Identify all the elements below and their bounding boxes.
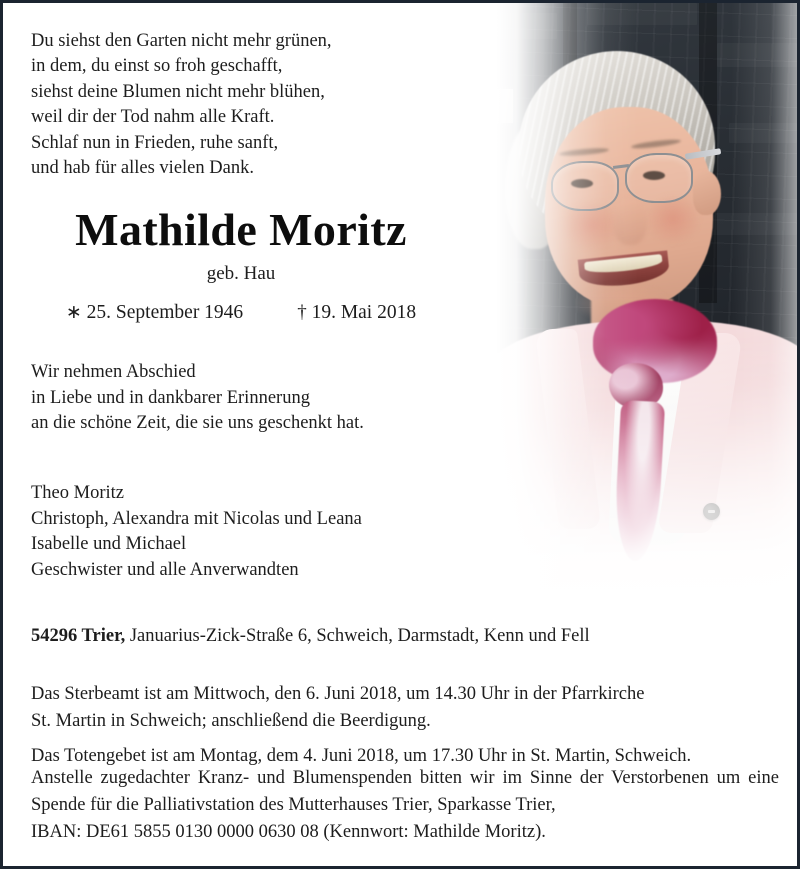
donation-text: Anstelle zugedachter Kranz- und Blumenspenden bitten wir im Sinne der Verstorbenen um eine Spende für die Palliativstation des Mutterhauses Trier, Sparkasse Trier, [31, 768, 779, 815]
family-line: Theo Moritz [31, 483, 124, 503]
photo-fade-left [467, 3, 797, 603]
service-line: Das Sterbeamt ist am Mittwoch, den 6. Juni 2018, um 14.30 Uhr in der Pfarrkirche [31, 684, 645, 704]
donation-request [31, 765, 779, 846]
memorial-poem [31, 29, 451, 181]
family-line: Isabelle und Michael [31, 534, 187, 555]
portrait-photo [467, 3, 797, 603]
family-line: Geschwister und alle Anverwandten [31, 559, 299, 580]
address-line [31, 623, 775, 649]
address-city: 54296 Trier, [31, 626, 126, 646]
name-block [31, 203, 451, 326]
farewell-line: an die schöne Zeit, die sie uns geschenkt hat. [31, 413, 364, 434]
address-detail: Januarius-Zick-Straße 6, Schweich, Darmstadt, Kenn und Fell [129, 626, 590, 646]
service-line: St. Martin in Schweich; anschließend die Beerdigung. [31, 711, 431, 731]
life-dates [31, 300, 451, 326]
poem-line: siehst deine Blumen nicht mehr blühen, [31, 81, 325, 102]
poem-line: Schlaf nun in Frieden, ruhe sanft, [31, 132, 279, 153]
farewell-line: Wir nehmen Abschied [31, 362, 196, 382]
farewell-message [31, 360, 471, 437]
poem-line: in dem, du einst so froh geschafft, [31, 56, 283, 77]
service-details [31, 681, 777, 770]
maiden-name: geb. Hau [206, 263, 276, 284]
birth-date: 25. September 1946 [86, 302, 244, 323]
family-line: Christoph, Alexandra mit Nicolas und Leana [31, 508, 362, 529]
birth-star-icon: ∗ [65, 302, 82, 323]
birth-date-item [66, 300, 243, 326]
death-date-item [297, 300, 416, 326]
farewell-line: in Liebe und in dankbarer Erinnerung [31, 387, 310, 408]
death-date: 19. Mai 2018 [311, 302, 417, 323]
photo-canvas [467, 3, 797, 603]
service-line: Das Totengebet ist am Montag, dem 4. Juni 2018, um 17.30 Uhr in St. Martin, Schweich. [31, 746, 692, 766]
poem-line: weil dir der Tod nahm alle Kraft. [31, 107, 275, 128]
bereaved-family-list [31, 481, 471, 583]
death-cross-icon: † [297, 302, 307, 323]
poem-line: und hab für alles vielen Dank. [31, 158, 254, 179]
poem-line: Du siehst den Garten nicht mehr grünen, [31, 31, 332, 51]
donation-iban: IBAN: DE61 5855 0130 0000 0630 08 (Kennwort: Mathilde Moritz). [31, 822, 546, 842]
deceased-name: Mathilde Moritz [75, 204, 407, 255]
